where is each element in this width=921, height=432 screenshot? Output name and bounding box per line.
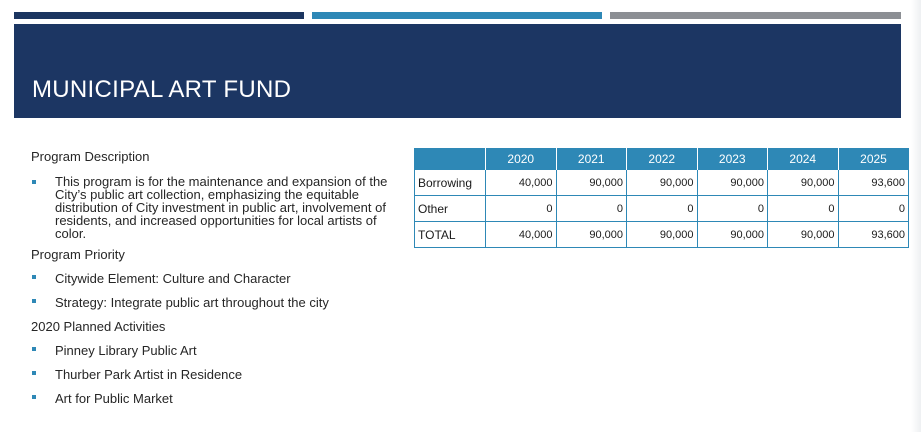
table-cell: 90,000 — [556, 222, 627, 248]
table-cell: 0 — [556, 196, 627, 222]
square-bullet-icon — [32, 395, 36, 399]
top-accent-bar-navy — [14, 12, 304, 19]
page-title: MUNICIPAL ART FUND — [32, 76, 292, 103]
square-bullet-icon — [32, 371, 36, 375]
column-header: 2020 — [486, 148, 557, 170]
program-priority-list — [31, 270, 391, 312]
square-bullet-icon — [32, 275, 36, 279]
table-cell: 90,000 — [556, 170, 627, 196]
table-cell: 90,000 — [697, 170, 768, 196]
table-cell: 0 — [768, 196, 839, 222]
planned-activities-list — [31, 342, 391, 408]
list-item-text: Thurber Park Artist in Residence — [55, 367, 243, 382]
table-cell: 93,600 — [838, 222, 909, 248]
table-cell: 0 — [486, 196, 557, 222]
column-header: 2021 — [556, 148, 627, 170]
column-header: 2023 — [697, 148, 768, 170]
table-cell: 90,000 — [697, 222, 768, 248]
list-item-text: Art for Public Market — [55, 391, 173, 406]
list-item-text: Pinney Library Public Art — [55, 343, 197, 358]
title-banner — [14, 24, 901, 118]
funding-table — [414, 148, 909, 248]
list-item — [31, 270, 391, 288]
square-bullet-icon — [32, 347, 36, 351]
column-header: 2025 — [838, 148, 909, 170]
top-accent-bar-gray — [610, 12, 901, 19]
row-label: TOTAL — [415, 222, 486, 248]
column-header: 2022 — [627, 148, 698, 170]
list-item — [31, 175, 391, 240]
table-cell: 40,000 — [486, 222, 557, 248]
row-label: Other — [415, 196, 486, 222]
table-cell: 90,000 — [768, 170, 839, 196]
list-item-text: This program is for the maintenance and expansion of the City’s public art collection, emphasizing the equitable distribution of City investment in public art, involvement of residents, and increased opportunities for local artists of color. — [55, 174, 388, 241]
table-cell: 93,600 — [838, 170, 909, 196]
list-item-text: Citywide Element: Culture and Character — [55, 271, 291, 286]
program-description-label: Program Description — [31, 149, 150, 164]
table-header-row — [415, 148, 909, 170]
program-priority-label: Program Priority — [31, 247, 125, 262]
column-header: 2024 — [768, 148, 839, 170]
top-accent-bar-blue — [312, 12, 602, 19]
table-row — [415, 196, 909, 222]
row-label: Borrowing — [415, 170, 486, 196]
table-cell: 90,000 — [627, 222, 698, 248]
list-item — [31, 342, 391, 360]
list-item — [31, 366, 391, 384]
table-row — [415, 170, 909, 196]
program-description-list — [31, 175, 391, 240]
table-cell: 0 — [697, 196, 768, 222]
column-header — [415, 148, 486, 170]
planned-activities-label: 2020 Planned Activities — [31, 319, 166, 334]
table-cell: 0 — [838, 196, 909, 222]
list-item — [31, 294, 391, 312]
table-row — [415, 222, 909, 248]
square-bullet-icon — [32, 299, 36, 303]
page-edge-shadow — [911, 0, 921, 432]
square-bullet-icon — [32, 180, 36, 184]
list-item-text: Strategy: Integrate public art throughout the city — [55, 295, 329, 310]
table-cell: 90,000 — [627, 170, 698, 196]
table-cell: 0 — [627, 196, 698, 222]
list-item — [31, 390, 391, 408]
table-cell: 40,000 — [486, 170, 557, 196]
table-cell: 90,000 — [768, 222, 839, 248]
program-details — [31, 148, 391, 408]
